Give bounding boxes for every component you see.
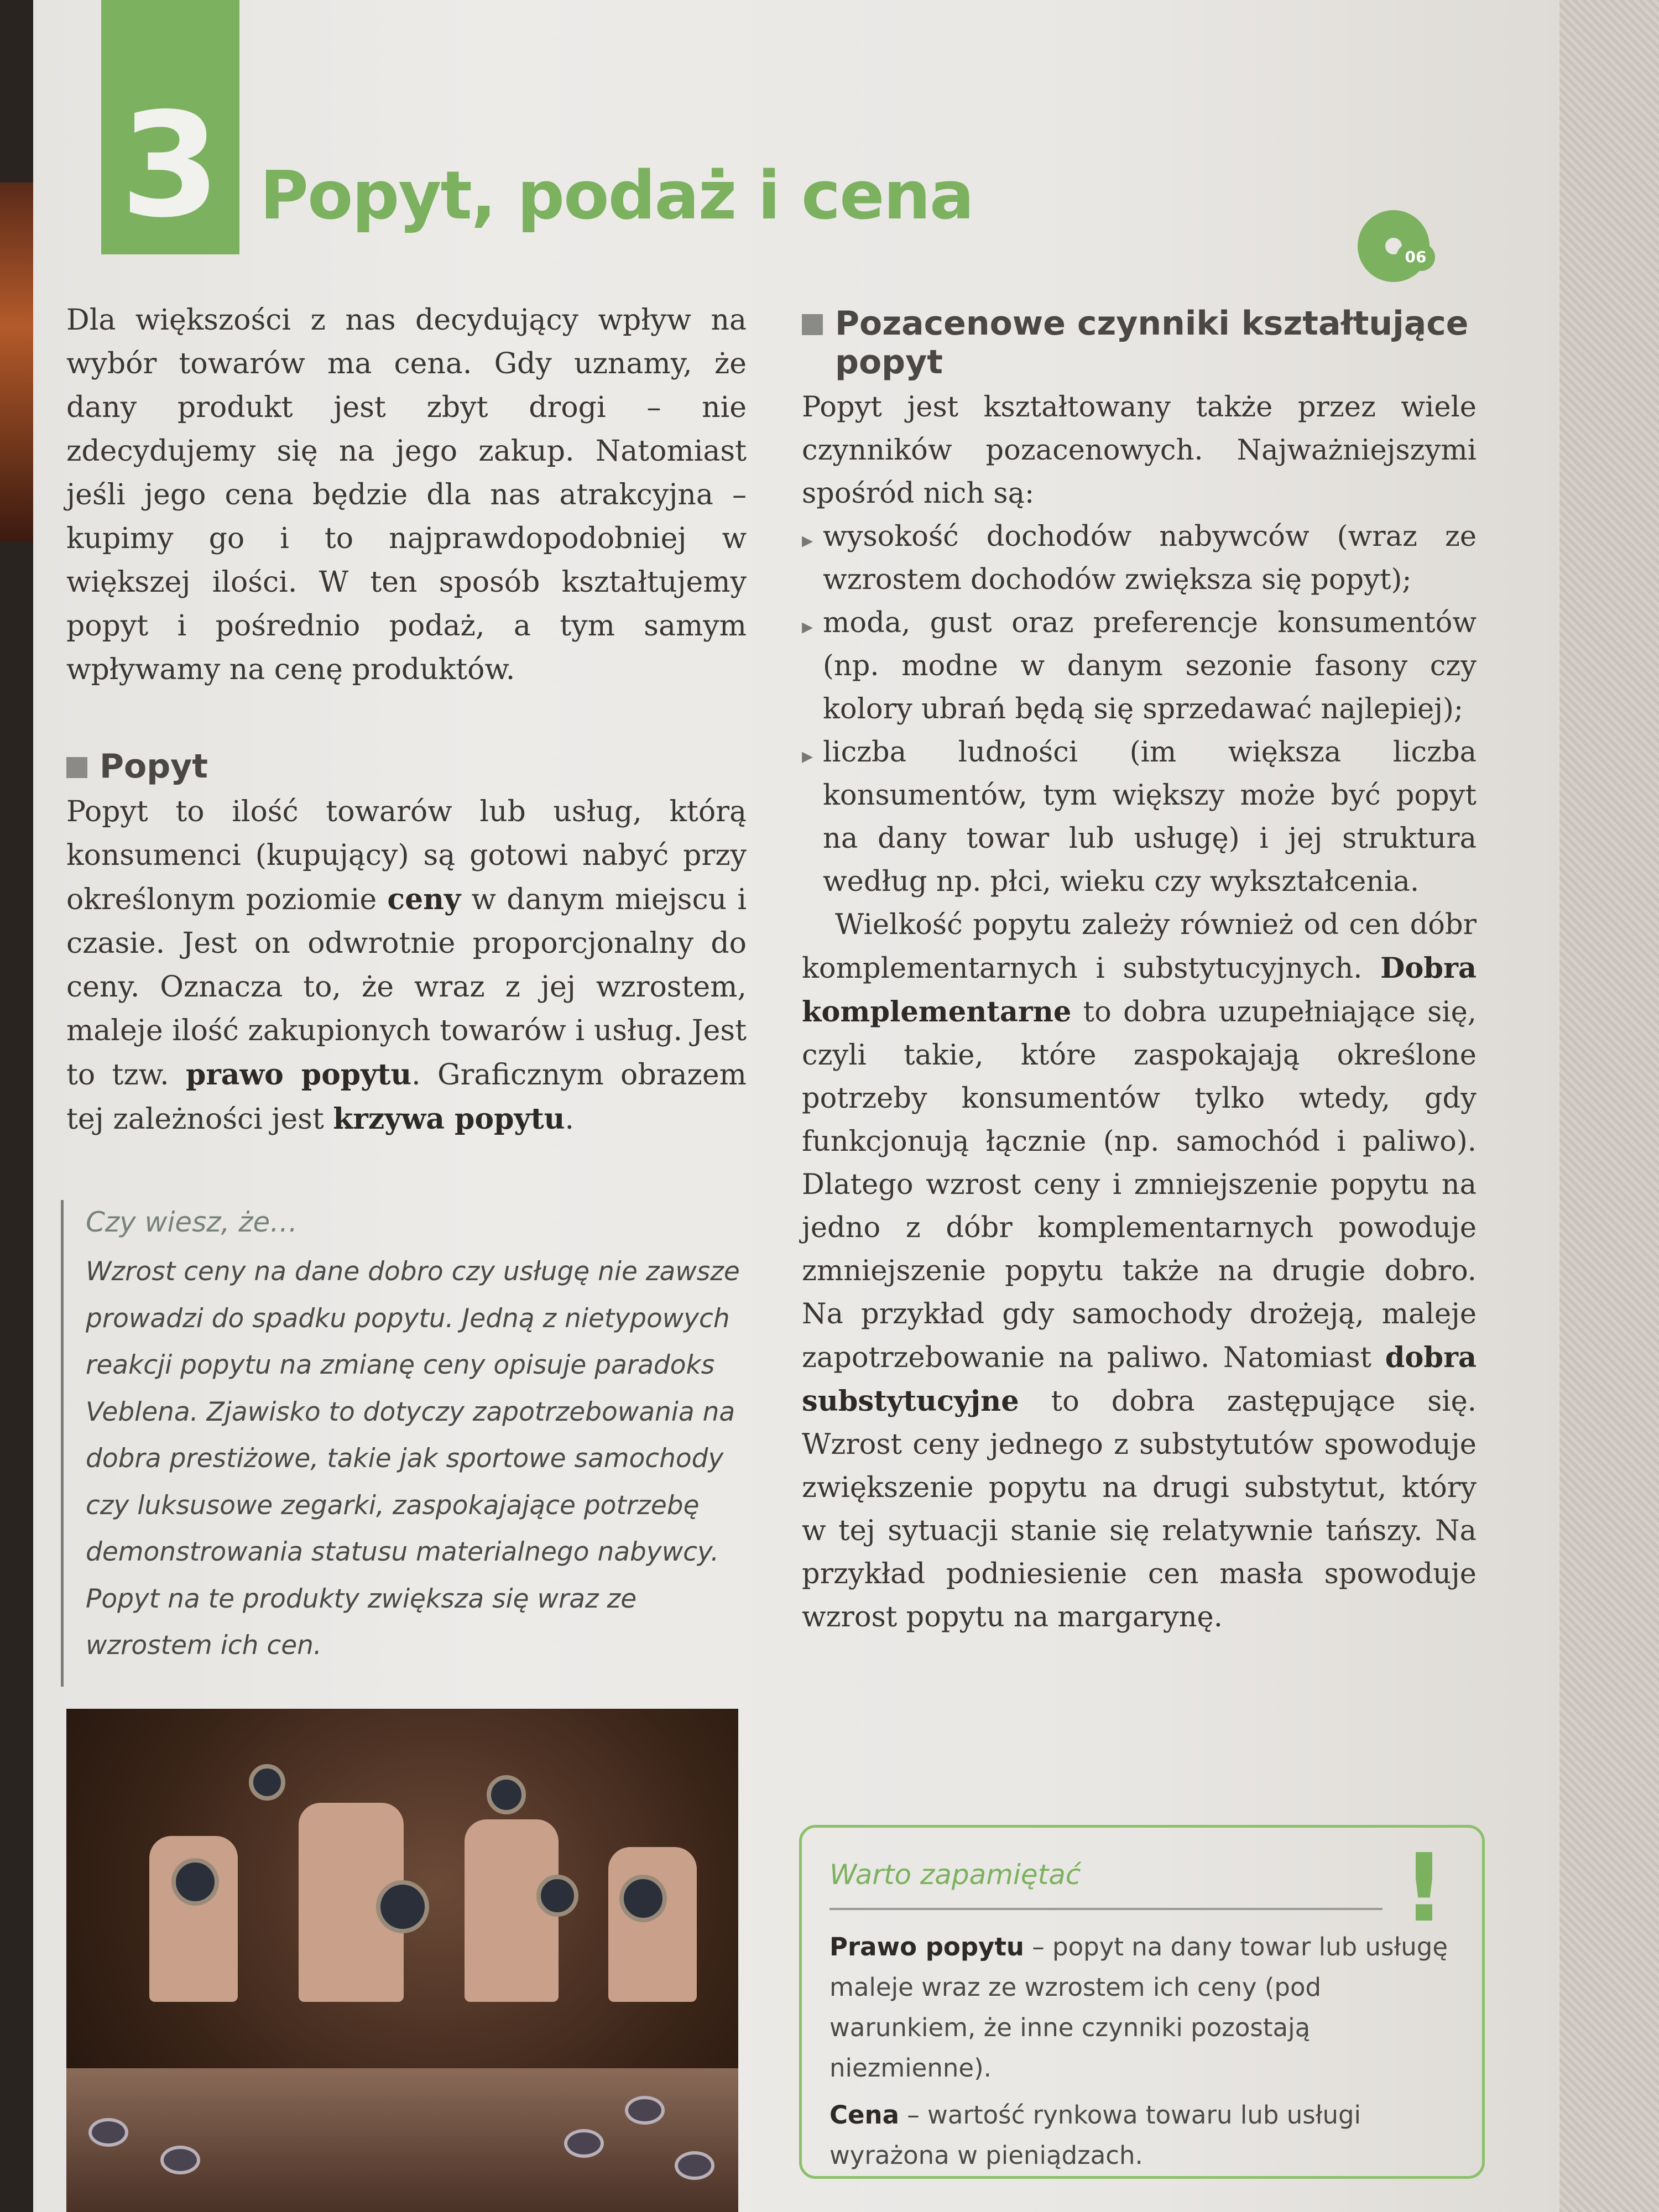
exclamation-icon: ! [1402, 1834, 1446, 1943]
list-item: ▸ wysokość dochodów nabywców (wraz ze wzrostem dochodów zwiększa się popyt); [802, 515, 1477, 602]
watches-display-photo [66, 1709, 738, 2212]
term-krzywa-popytu: krzywa popytu [333, 1102, 565, 1136]
section-heading-label: Popyt [100, 747, 208, 786]
did-you-know-title: Czy wiesz, że… [86, 1206, 298, 1238]
term-dobra-substytucyjne: dobra substytucyjne [802, 1341, 1477, 1418]
term-ceny: ceny [387, 883, 461, 916]
section-heading-label: Pozacenowe czynniki kształtujące popyt [835, 304, 1469, 382]
nonprice-intro: Popyt jest kształtowany także przez wiele czynników pozacenowych. Najważniejszymi spośród nich są: [802, 391, 1477, 510]
triangle-bullet-icon: ▸ [802, 614, 813, 639]
complementary-paragraph: Wielkość popytu zależy również od cen dóbr komplementarnych i substytucyjnych. Dobra komplementarne to dobra uzupełniające się, czyli takie, które zaspokajają określone potrzeby konsumentów tylko wtedy, gdy funkcjonują łącznie (np. samochód i paliwo). Dlatego wzrost ceny i zmniejszenie popytu na jedno z dóbr komplementarnych powoduje zmniejszenie popytu także na drugie dobro. Na przykład gdy samochody drożeją, maleje zapotrzebowanie na paliwo. Natomiast dobra substytucyjne to dobra zastępujące się. Wzrost ceny jednego z substytutów spowoduje zwiększenie popytu na drugi substytut, który w tej sytuacji stanie się relatywnie tańszy. Na przykład podniesienie cen masła spowoduje wzrost popytu na margarynę. [802, 909, 1477, 1634]
did-you-know-text: Wzrost ceny na dane dobro czy usługę nie zawsze prowadzi do spadku popytu. Jedną z nietypowych reakcji popytu na zmianę ceny opisuje paradoks Veblena. Zjawisko to dotyczy zapotrzebowania na dobra prestiżowe, takie jak sportowe samochody czy luksusowe zegarki, zaspokajające potrzebę demonstrowania statusu materialnego nabywcy. Popyt na te produkty zwiększa się wraz ze wzrostem ich cen. [86, 1256, 740, 1661]
book-spine-edge [0, 0, 33, 2212]
section-heading-pozacenowe [802, 304, 1477, 382]
triangle-bullet-icon: ▸ [802, 743, 813, 769]
left-column [66, 299, 747, 1141]
list-item: ▸ liczba ludności (im większa liczba konsumentów, tym większy może być popyt na dany towar lub usługę) i jej struktura według np. płci, wieku czy wykształcenia. [802, 731, 1477, 904]
section-heading-popyt [66, 747, 747, 786]
definition-item: Prawo popytu – popyt na dany towar lub usługę maleje wraz ze wzrostem ich ceny (pod warunkiem, że inne czynniki pozostają niezmienne). [830, 1932, 1448, 2083]
list-item: ▸ moda, gust oraz preferencje konsumentów (np. modne w danym sezonie fasony czy kolory ubrań będą się sprzedawać najlepiej); [802, 602, 1477, 731]
worth-remembering-title: Warto zapamiętać [830, 1858, 1383, 1910]
term-prawo-popytu: prawo popytu [185, 1058, 412, 1092]
right-column [802, 304, 1477, 1639]
nonprice-factors-list [802, 515, 1477, 904]
term-dobra-komplementarne: Dobra komplementarne [802, 952, 1477, 1029]
chapter-number: 3 [120, 82, 221, 249]
intro-paragraph: Dla większości z nas decydujący wpływ na wybór towarów ma cena. Gdy uznamy, że dany produkt jest zbyt drogi – nie zdecydujemy się na jego zakup. Natomiast jeśli jego cena będzie dla nas atrakcyjna – kupimy go i to najprawdopodobniej w większej ilości. W ten sposób kształtujemy popyt i pośrednio podaż, a tym samym wpływamy na cenę produktów. [66, 304, 747, 686]
chapter-title: Popyt, podaż i cena [260, 158, 973, 234]
background-fabric [1559, 0, 1659, 2212]
worth-remembering-box [799, 1825, 1485, 2179]
heading-square-icon [802, 314, 823, 335]
did-you-know-box [61, 1200, 741, 1687]
heading-square-icon [66, 757, 87, 778]
cd-track-number: 06 [1396, 243, 1435, 271]
definition-item: Cena – wartość rynkowa towaru lub usługi wyrażona w pieniądzach. [830, 2100, 1361, 2170]
popyt-paragraph: Popyt to ilość towarów lub usług, którą konsumenci (kupujący) są gotowi nabyć przy określonym poziomie ceny w danym miejscu i czasie. Jest on odwrotnie proporcjonalny do ceny. Oznacza to, że wraz z jej wzrostem, maleje ilość zakupionych towarów i usług. Jest to tzw. prawo popytu. Graficznym obrazem tej zależności jest krzywa popytu. [66, 795, 747, 1136]
triangle-bullet-icon: ▸ [802, 528, 813, 553]
